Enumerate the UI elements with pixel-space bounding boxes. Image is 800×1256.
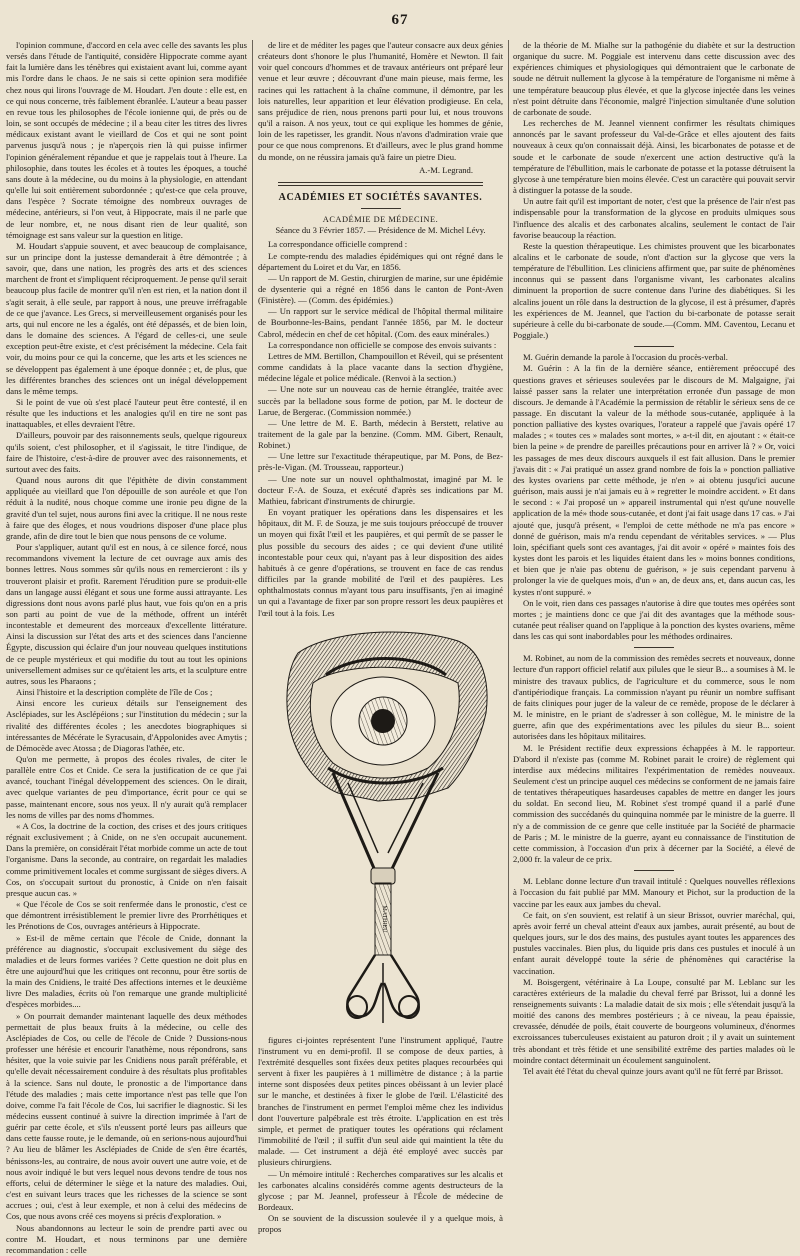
paragraph: Tel avait été l'état du cheval quinze jours avant qu'il ne fût ferré par Brissot. <box>523 1065 783 1076</box>
paragraph: M. Guérin : A la fin de la dernière séance, entièrement préoccupé des questions graves et sérieuses soulevées par le discours de M. Malgaigne, j'ai laissé passer sans la relater une interprétation erronée d'un passage de mon discours. Je demande à l'Académie la permission de rétablir le sérieux sens de ce passage. En discutant la valeur de la méthode sous-cutanée, appliquée à la ponction palliative des kystes ovariques, l'orateur a rappelé que j'avais opéré 17 malades ; « toutes ces » malades sont mortes, » a-t-il dit, en ajoutant : « était-ce bien la peine » de prendre de pareilles précautions pour en arriver là ? » Or, voici les passages de mes deux discours auxquels il est fait allusion. Dans le premier j'avais dit : « J'ai pratiqué un assez grand nombre de fois la » ponction palliative des kystes ovariens par cette méthode, je n'en » ai obtenu jusqu'ici aucune guérison, mais aussi je n'ai jamais eu à » regretter le moindre accident. » Et dans le second : « J'ai proposé un » appareil instrumental qui n'est qu'une nouvelle application de la mé» thode sous-cutanée, et dont j'ai fait usage dans 17 cas. » J'ai ajouté que, jusqu'à présent, « l'emploi de cette méthode ne m'a pas encore » donné de guérison, mais m'a rendu cependant de véritables services. » — Plus loin, spécifiant quels sont ces avantages, j'ai dit avoir « opéré » maintes fois des kystes dont les parois et les liquides étaient dans les » moins bonnes conditions, et bien que je n'aie pas obtenu de guérison, » je suis cependant parvenu à prolonger la vie de quelques mois, d'un » an, de deux ans, et, dans aucun cas, les kystes n'ont suppuré. » <box>513 363 795 597</box>
paragraph: — Un mémoire intitulé : Recherches comparatives sur les alcalis et les carbonates alcalins considérés comme agents destructeurs de la glycose ; par M. Jeannel, professeur à l'École de médecine de Bordeaux. <box>258 1168 503 1212</box>
paragraph: — Une note sur un nouvel ophthalmostat, imaginé par M. le docteur F.-A. de Souza, et exécuté d'après ses indications par M. Mathieu, fabricant d'instruments de chirurgie. <box>258 473 503 506</box>
column-1 <box>6 40 247 1255</box>
paragraph: En voyant pratiquer les opérations dans les dispensaires et les hôpitaux, dit M. F. de Souza, je me suis toujours préoccupé de trouver un moyen qui fixât l'œil et les paupières, et qui permît de se passer le plus possible du secours des aides ; ce qui devient d'une utilité incontestable pour ceux qui, n'ayant pas à leur disposition des aides habitués à ce genre d'opérations, se trouvent en face de cas rendus difficiles par la grande mobilité de l'œil et des paupières. Les ophthalmostats connus m'ayant tous paru insuffisants, j'en ai imaginé un qui a l'avantage de fixer par son propre ressort les deux paupières et l'œil tout à la fois. Les <box>258 507 503 618</box>
section-subtitle: ACADÉMIE DE MÉDECINE. <box>322 215 439 225</box>
paragraph: Qu'on me permette, à propos des écoles rivales, de citer le parallèle entre Cos et Cnide. Ce sera la justification de ce que j'ai avancé, touchant l'inégal développement des sciences. On le dirait, avec quelque variantes de peu d'importance, écrit pour ce qui se passe, maintenant encore, sous nos yeux. Il n'y aurait qu'à remplacer les noms de villes par des noms d'hommes. <box>6 754 247 820</box>
section-title: ACADÉMIES ET SOCIÉTÉS SAVANTES. <box>278 191 483 203</box>
paragraph: Lettres de MM. Bertillon, Champouillon et Réveil, qui se présentent comme candidats à la place vacante dans la section d'hygiène, médecine légale et police médicale. (Renvoi à la section.) <box>258 350 503 384</box>
paragraph-divider <box>634 346 674 347</box>
paragraph: — Une lettre de M. E. Barth, médecin à Berstett, relative au traitement de la gale par la benzine. (Comm. MM. Gibert, Renault, Robinet.) <box>258 417 503 451</box>
paragraph: Ainsi l'histoire et la description complète de l'île de Cos ; <box>16 687 213 698</box>
paragraph: Les recherches de M. Jeannel viennent confirmer les résultats chimiques annoncés par le savant professeur du Val-de-Grâce et elles ajoutent des faits nouveaux à ceux qu'on connaissait déjà. Ainsi, les bicarbonates de potasse et de soude et le carbonate de soude n'exercent une action destructive qu'à la température de l'ébullition, mais le carbonate de potasse et la potasse détruisent la glycose à une température bien moins élevée. C'est un caractère qui pouvait servir à distinguer la potasse de la soude. <box>513 118 795 196</box>
page-number: 67 <box>391 12 409 28</box>
paragraph-divider <box>634 647 674 648</box>
paragraph: l'opinion commune, d'accord en cela avec celle des savants les plus versés dans l'étude de l'antiquité, considère Hippocrate comme ayant fait la lumière dans les ténèbres qui existaient avant lui, comme ayant mis l'ordre dans le chaos. Je ne sais si cette opinion sera modifiée chez nous qui lirons l'ouvrage de M. Houdart. J'en doute : elle est, en ce qui nous concerne, très faiblement ébranlée. L'auteur a beau passer en revue tous les philosophes de l'école ionienne qui, de près ou de loin, se sont occupés de médecine ; il a beau citer les titres des livres médicaux existant avant le vieillard de Cos et qui ne sont point parvenus jusqu'à nous ; je n'aperçois rien là qui puisse infirmer l'opinion généralement répandue et que je rappelais tout à l'heure. La philosophie, dans toutes les écoles et à toutes les époques, a touché sans doute à la médecine, ou du moins à la physiologie, en attendant qu'elle lui soit entièrement subordonnée ; qu'est-ce que cela prouve, dans l'espèce ? Socrate témoigne des nombreux ouvrages de médecine, antérieurs, si l'on veut, à Hippocrate, mais il ne parle que de leur nombre, et, ne nous disant rien de leur qualité, son témoignage est sans valeur sur la question en litige. <box>6 40 247 240</box>
paragraph: On le voit, rien dans ces passages n'autorise à dire que toutes mes opérées sont mortes ; je maintiens donc ce que j'ai dit des avantages que la méthode sous-cutanée peut réaliser quand on l'applique à la ponction des kystes ovariens, même dans les cas qui sont inabordables pour les méthodes ordinaires. <box>513 597 795 642</box>
paragraph: M. Leblanc donne lecture d'un travail intitulé : Quelques nouvelles réflexions à l'occasion du fait publié par MM. Manoury et Pichot, sur la production de la vaccine par les eaux aux jambes du cheval. <box>513 876 795 909</box>
paragraph: Un autre fait qu'il est important de noter, c'est que la présence de l'air n'est pas indispensable pour la transformation de la glycose en produits ulmiques sous l'influence des alcalis et des carbonates alcalins, seulement le contact de l'air favorise beaucoup la réaction. <box>513 196 795 240</box>
ophthalmostat-illustration <box>258 623 503 1031</box>
paragraph: — Un rapport sur le service médical de l'hôpital thermal militaire de Bourbonne-les-Bains, pendant l'année 1856, par M. le docteur Cabrol, médecin en chef de cet hôpital. (Com. des eaux minérales.) <box>258 306 503 339</box>
paragraph: M. Boisgergent, vétérinaire à La Loupe, consulté par M. Leblanc sur les caractères extérieurs de la maladie du cheval ferré par Brissot, lui a donné les renseignements suivants : La maladie datait de six mois ; elle s'étendait jusqu'à la moitié des canons des membres postérieurs ; à ce niveau, la peau épaissie, crevassée, dénudée de poils, était couverte de bourgeons volumineux, d'énormes excroissances tuberculeuses existaient au paturon droit ; il y avait un suintement très abondant et très fétide et une sensibilité extrême des parties malades où le moindre contact déterminait un écoulement sanguinolent. <box>513 976 795 1065</box>
paragraph: On se souvient de la discussion soulevée il y a quelque mois, à propos <box>258 1213 503 1235</box>
paragraph: — Une lettre sur l'exactitude thérapeutique, par M. Pons, de Bez-près-le-Vigan. (M. Trousseau, rapporteur.) <box>258 451 503 473</box>
paragraph: figures ci-jointes représentent l'une l'instrument appliqué, l'autre l'instrument vu en demi-profil. Il se compose de deux parties, à l'extrémité desquelles sont fixées deux petites plaques recourbées qui servent à fixer les paupières à 1 millimètre de distance ; à la partie interne sont disposées deux petites pinces obéissant à un levier placé sur le manche, et destinées à fixer le globe de l'œil. L'élasticité des branches de l'instrument en permet l'emploi même chez les individus dont l'ouverture palpébrale est très étroite. L'application en est très simple, et permet de pratiquer toutes les opérations qui réclament l'immobilité de l'œil ; il suffit d'un seul aide qui maintient la tête du malade. — Cet instrument a déjà été employé avec succès par plusieurs chirurgiens. <box>258 1034 503 1168</box>
paragraph: Ce fait, on s'en souvient, est relatif à un sieur Brissot, ouvrier maréchal, qui, après avoir ferré un cheval atteint d'eaux aux jambes, aurait présenté, au bout de quelques jours, sur le dos des mains, des pustules ayant toutes les apparences des pustules vaccinales. Bien plus, du liquide pris dans ces pustules et inoculé à un enfant aurait développé toute la série de phénomènes qui caractérise la vaccination. <box>513 909 795 976</box>
paragraph: Pour s'appliquer, autant qu'il est en nous, à ce silence forcé, nous recommandons vivement la lecture de cet ouvrage aux amis des bonnes lettres. Nous sommes sûr qu'ils nous en remercieront : ils y trouveront plaisir et profit. Rarement l'érudition pure se produit-elle dans un langage aussi élégant et sous une forme aussi attrayante. Les digressions dont nous avons parlé plus haut, vue fois qu'on en a pris son parti au point de vue de la méthode, offrent un intérêt incontestable et demeurent des morceaux d'excellente littérature. Ainsi la discussion sur l'état des arts et des sciences dans l'ancienne Égypte, discussion qui éclaire d'un jour nouveau quelques institutions de ce peuple mystérieux et qui modifie du tout au tout les opinions universellement admises sur ce qu'étaient les arts, et la sculpture entre autres, sous les Pharaons ; <box>6 542 247 686</box>
paragraph: Reste la question thérapeutique. Les chimistes prouvent que les bicarbonates alcalins et le carbonate de soude, n'ont d'action sur la glycose que vers la température de l'ébullition. Les cliniciens affirment que, par suite de phénomènes inconnus qui se passent dans l'organisme vivant, les carbonates alcalins diminuent la proportion de sucre contenue dans l'urine des diabétiques. Si les alcalins jouent un rôle dans la destruction de la glycose, il est à présumer, d'après les expériences de M. Jeannel, que l'action du bi-carbonate de potasse serait supérieure à celle du bi-carbonate de soude.—(Comm. MM. Caventou, Lecanu et Poggiale.) <box>513 240 795 341</box>
paragraph: La correspondance officielle comprend : <box>268 239 408 250</box>
quote-paragraph: « Que l'école de Cos se soit renfermée dans le pronostic, c'est ce que démontrent irrésistiblement le premier livre des Prorrhétiques et les Prénotions de Cos, ouvrages antérieurs à Hippocrate. <box>6 899 247 932</box>
paragraph: Quand nous aurons dit que l'épithète de divin constamment appliquée au vieillard que l'on dépouille de son auréole et que l'on réduit à la nudité, nous choque comme une ironie peu digne de la gravité d'un tel sujet, nous aurons fini avec la critique. Il ne nous reste à faire que des éloges, et nous voudrions disposer d'une place plus grande, afin de dire tout le bien que nous pensons de ce volume. <box>6 475 247 541</box>
paragraph: Nous abandonnons au lecteur le soin de prendre parti avec ou contre M. Houdart, et nous terminons par une dernière recommandation : celle <box>6 1222 247 1255</box>
column-divider <box>508 40 509 1121</box>
paragraph: Ainsi encore les curieux détails sur l'enseignement des Asclépiades, sur les Asclépéions ; sur l'institution du médecin ; sur la rivalité des différentes écoles ; les anecdotes biographiques si intéressantes de Mécérate le Syracusain, d'Appolonides avec Amytis ; de Démocède avec Atossa ; de Diagoras l'athée, etc. <box>6 698 247 753</box>
ophthalmostat-drawing <box>258 623 503 1031</box>
quote-paragraph: « A Cos, la doctrine de la coction, des crises et des jours critiques régnait exclusivement ; à Cnide, on ne s'en occupait aucunement. Dans la première, on considérait l'état morbide comme un acte de tout l'organisme. Dans la seconde, au contraire, on regardait les maladies comme primitivement locales et comme surgissant de sièges divers. A Cos, on s'occupait surtout du pronostic, à Cnide on n'en faisait presque aucun cas. » <box>6 820 247 898</box>
paragraph: de la théorie de M. Mialhe sur la pathogénie du diabète et sur la destruction organique du sucre. M. Poggiale est intervenu dans cette discussion avec des expériences chimiques et physiologiques qui démontraient que le carbonate de soude ne détruit nullement la glycose à la température de l'organisme ni même à une température beaucoup plus élevée, et que la glycose injectée dans les veines n'est point détruite dans l'économie, malgré l'injection simultanée d'une solution de carbonate de soude. <box>513 40 795 117</box>
paragraph: La correspondance non officielle se compose des envois suivants : <box>268 339 497 350</box>
paragraph: M. Houdart s'appuie souvent, et avec beaucoup de complaisance, sur un principe dont la justesse demanderait à être démontrée ; à savoir, que, dans une nation, les progrès des arts et des sciences marchent de front et s'impliquent réciproquement. Je pense qu'il serait beaucoup plus facile de montrer qu'il n'en est rien, et la nation dont il s'agit serait, à elle seule, par rapport à nous, une preuve irréfragable de ce que j'avance. Les Grecs, si merveilleusement organisés pour les arts, qui nul encore ne les a égalés, ont été dépassés, et de bien loin, dans le domaine des sciences. A l'égard de celles-ci, une seule exception peut-être existe, et c'est précisément la médecine. Cela fait voir, du moins pour ce qui la concerne, que les arts et les sciences ne se développent pas également à une époque donnée ; et, de plus, que les différentes branches des sciences ont un inégal développement dans le même temps. <box>6 240 247 396</box>
paragraph: D'ailleurs, pouvoir par des raisonnements seuls, quelque rigoureux qu'ils soient, c'est philosopher, et il s'agissait, le titre l'indique, de faire de l'histoire, c'est-à-dire de prouver avec des raisonnements, et surtout avec des faits. <box>6 430 247 474</box>
paragraph: Le compte-rendu des maladies épidémiques qui ont régné dans le département du Loiret et du Var, en 1856. <box>258 250 503 272</box>
maker-mark: MATHIEU <box>381 905 387 933</box>
section-divider <box>278 182 483 186</box>
column-3 <box>513 40 795 1121</box>
quote-paragraph: » On pourrait demander maintenant laquelle des deux méthodes permettait de plus beaux fruits à la médecine, ou celle des Asclépiades de Cos, ou celle de l'école de Cnide ? Dussions-nous professer une hérésie et encourir l'anathème, nous répondrons, sans hésiter, que la voie suivie par les Cnidiens nous paraît préférable, et qu'elle devait nécessairement conduire à des résultats plus profitables à la science. Sans nul doute, le pronostic a de l'importance dans l'étude des maladies ; mais cette importance n'est pas telle que l'on doive, comme l'a fait l'école de Cos, lui sacrifier le diagnostic. Si les médecins eussent continué à suivre la direction imprimée à l'art de guérir par cette école, et s'ils n'eussent porté leurs pas ailleurs que dans cette fausse route, je le demande, où en serions-nous aujourd'hui ? Au lieu de blâmer les Asclépiades de Cnide de s'en être écartés, bénissons-les, au contraire, de nous avoir ouvert une autre voie, et de nous avoir indiqué le but vers lequel nous devons tendre de tous nos efforts, celui de déterminer le siège et la nature des maladies. Oui, c'est en suivant leurs traces que les richesses de la science se sont accrues ; oui, c'est à leur exemple, et non à celui des médecins de Cos, que nous avons créé ces moyens si précis d'exploration. » <box>6 1010 247 1222</box>
paragraph: — Un rapport de M. Gestin, chirurgien de marine, sur une épidémie de dysenterie qui a régné en 1856 dans le canton de Pont-Aven (Finistère). — (Comm. des épidémies.) <box>258 272 503 306</box>
paragraph: Si le point de vue où s'est placé l'auteur peut être contesté, il en résulte que les inductions et les analogies qu'il en tire ne sont pas inattaquables, et elles devraient l'être. <box>6 397 247 430</box>
paragraph: M. Guérin demande la parole à l'occasion du procès-verbal. <box>523 352 728 363</box>
paragraph: — Une note sur un nouveau cas de hernie étranglée, traitée avec succès par la belladone sous forme de potion, par M. le docteur de Larue, de Bergerac. (Commission nommée.) <box>258 384 503 417</box>
column-2 <box>258 40 503 1235</box>
column-divider <box>252 40 253 1121</box>
paragraph: M. Robinet, au nom de la commission des remèdes secrets et nouveaux, donne lecture d'un rapport officiel relatif aux pilules que le sieur B... a soumises à M. le ministre des travaux publics, de l'agriculture et du commerce, sous le nom d'antipériodique français. La commission n'ayant pu réunir un nombre suffisant de faits cliniques pour juger de la valeur de ce remède, propose de le déclarer à M. le ministre, en le priant de s'adresser à son collègue, M. le ministre de la guerre, afin que des expérimentations avec les pilules du sieur B... soient autorisées dans les hôpitaux militaires. <box>513 653 795 742</box>
author-signature: A.-M. Legrand. <box>419 164 473 175</box>
title-divider <box>361 208 401 209</box>
seance-line: Séance du 3 Février 1857. — Présidence de M. Michel Lévy. <box>275 225 486 236</box>
paragraph-divider <box>634 870 674 871</box>
quote-paragraph: » Est-il de même certain que l'école de Cnide, donnant la préférence au diagnostic, s'occupait exclusivement du siège des maladies et de leurs formes variées ? Cette question ne doit plus en être une aujourd'hui que les critiques ont reconnu, pour être sortis de la main des Cnidiens, le traité Des affections internes et le deuxième livre Des maladies, écrits où l'on remarque une grande multiplicité d'espèces morbides.... <box>6 932 247 1010</box>
paragraph: M. le Président rectifie deux expressions échappées à M. le rapporteur. D'abord il n'existe pas (comme M. Robinet parait le croire) de règlement qui interdise aux médecins militaires l'expérimentation de remèdes nouveaux. Seulement c'est un principe auquel ces médecins se conforment de ne jamais faire de tentatives thérapeutiques hasardeuses capables de mettre en danger les jours du soldat. En second lieu, M. Robinet s'est trompé quand il a parlé d'une commission des succédanés du quinquina nommée par le ministre de la guerre. Il n'y a de commission de ce genre que celle instituée par la Société de pharmacie de Paris ; M. le ministre de la guerre, ayant eu connaissance de l'institution de cette commission, à l'occasion d'un prix à décerner par la Société, a élevé de 2,000 fr. la valeur de ce prix. <box>513 742 795 865</box>
paragraph: de lire et de méditer les pages que l'auteur consacre aux deux génies créateurs dont s'honore le plus l'humanité, Homère et Newton. Il fait voir quel concours d'hommes et de travaux antérieurs ont préparé leur venue et leur œuvre ; découvrant d'une main pieuse, mais ferme, les racines qui les rattachent à la chaîne commune, il démontre, par les lois naturelles, leur apparition et leur élévation prodigieuse. En cela, sans préjudice de rien, nous prenons parti pour lui, et nous trouvons qu'il a raison. A nos yeux, tout ce qui explique les hommes de génie, loin de les rapetisser, les grandit. Nous n'avons d'admiration vraie que pour ce que nous comprenons. Et d'ailleurs, avec le plus grand homme du monde, on ne réussira jamais qu'à faire un pietre Dieu. <box>258 40 503 162</box>
